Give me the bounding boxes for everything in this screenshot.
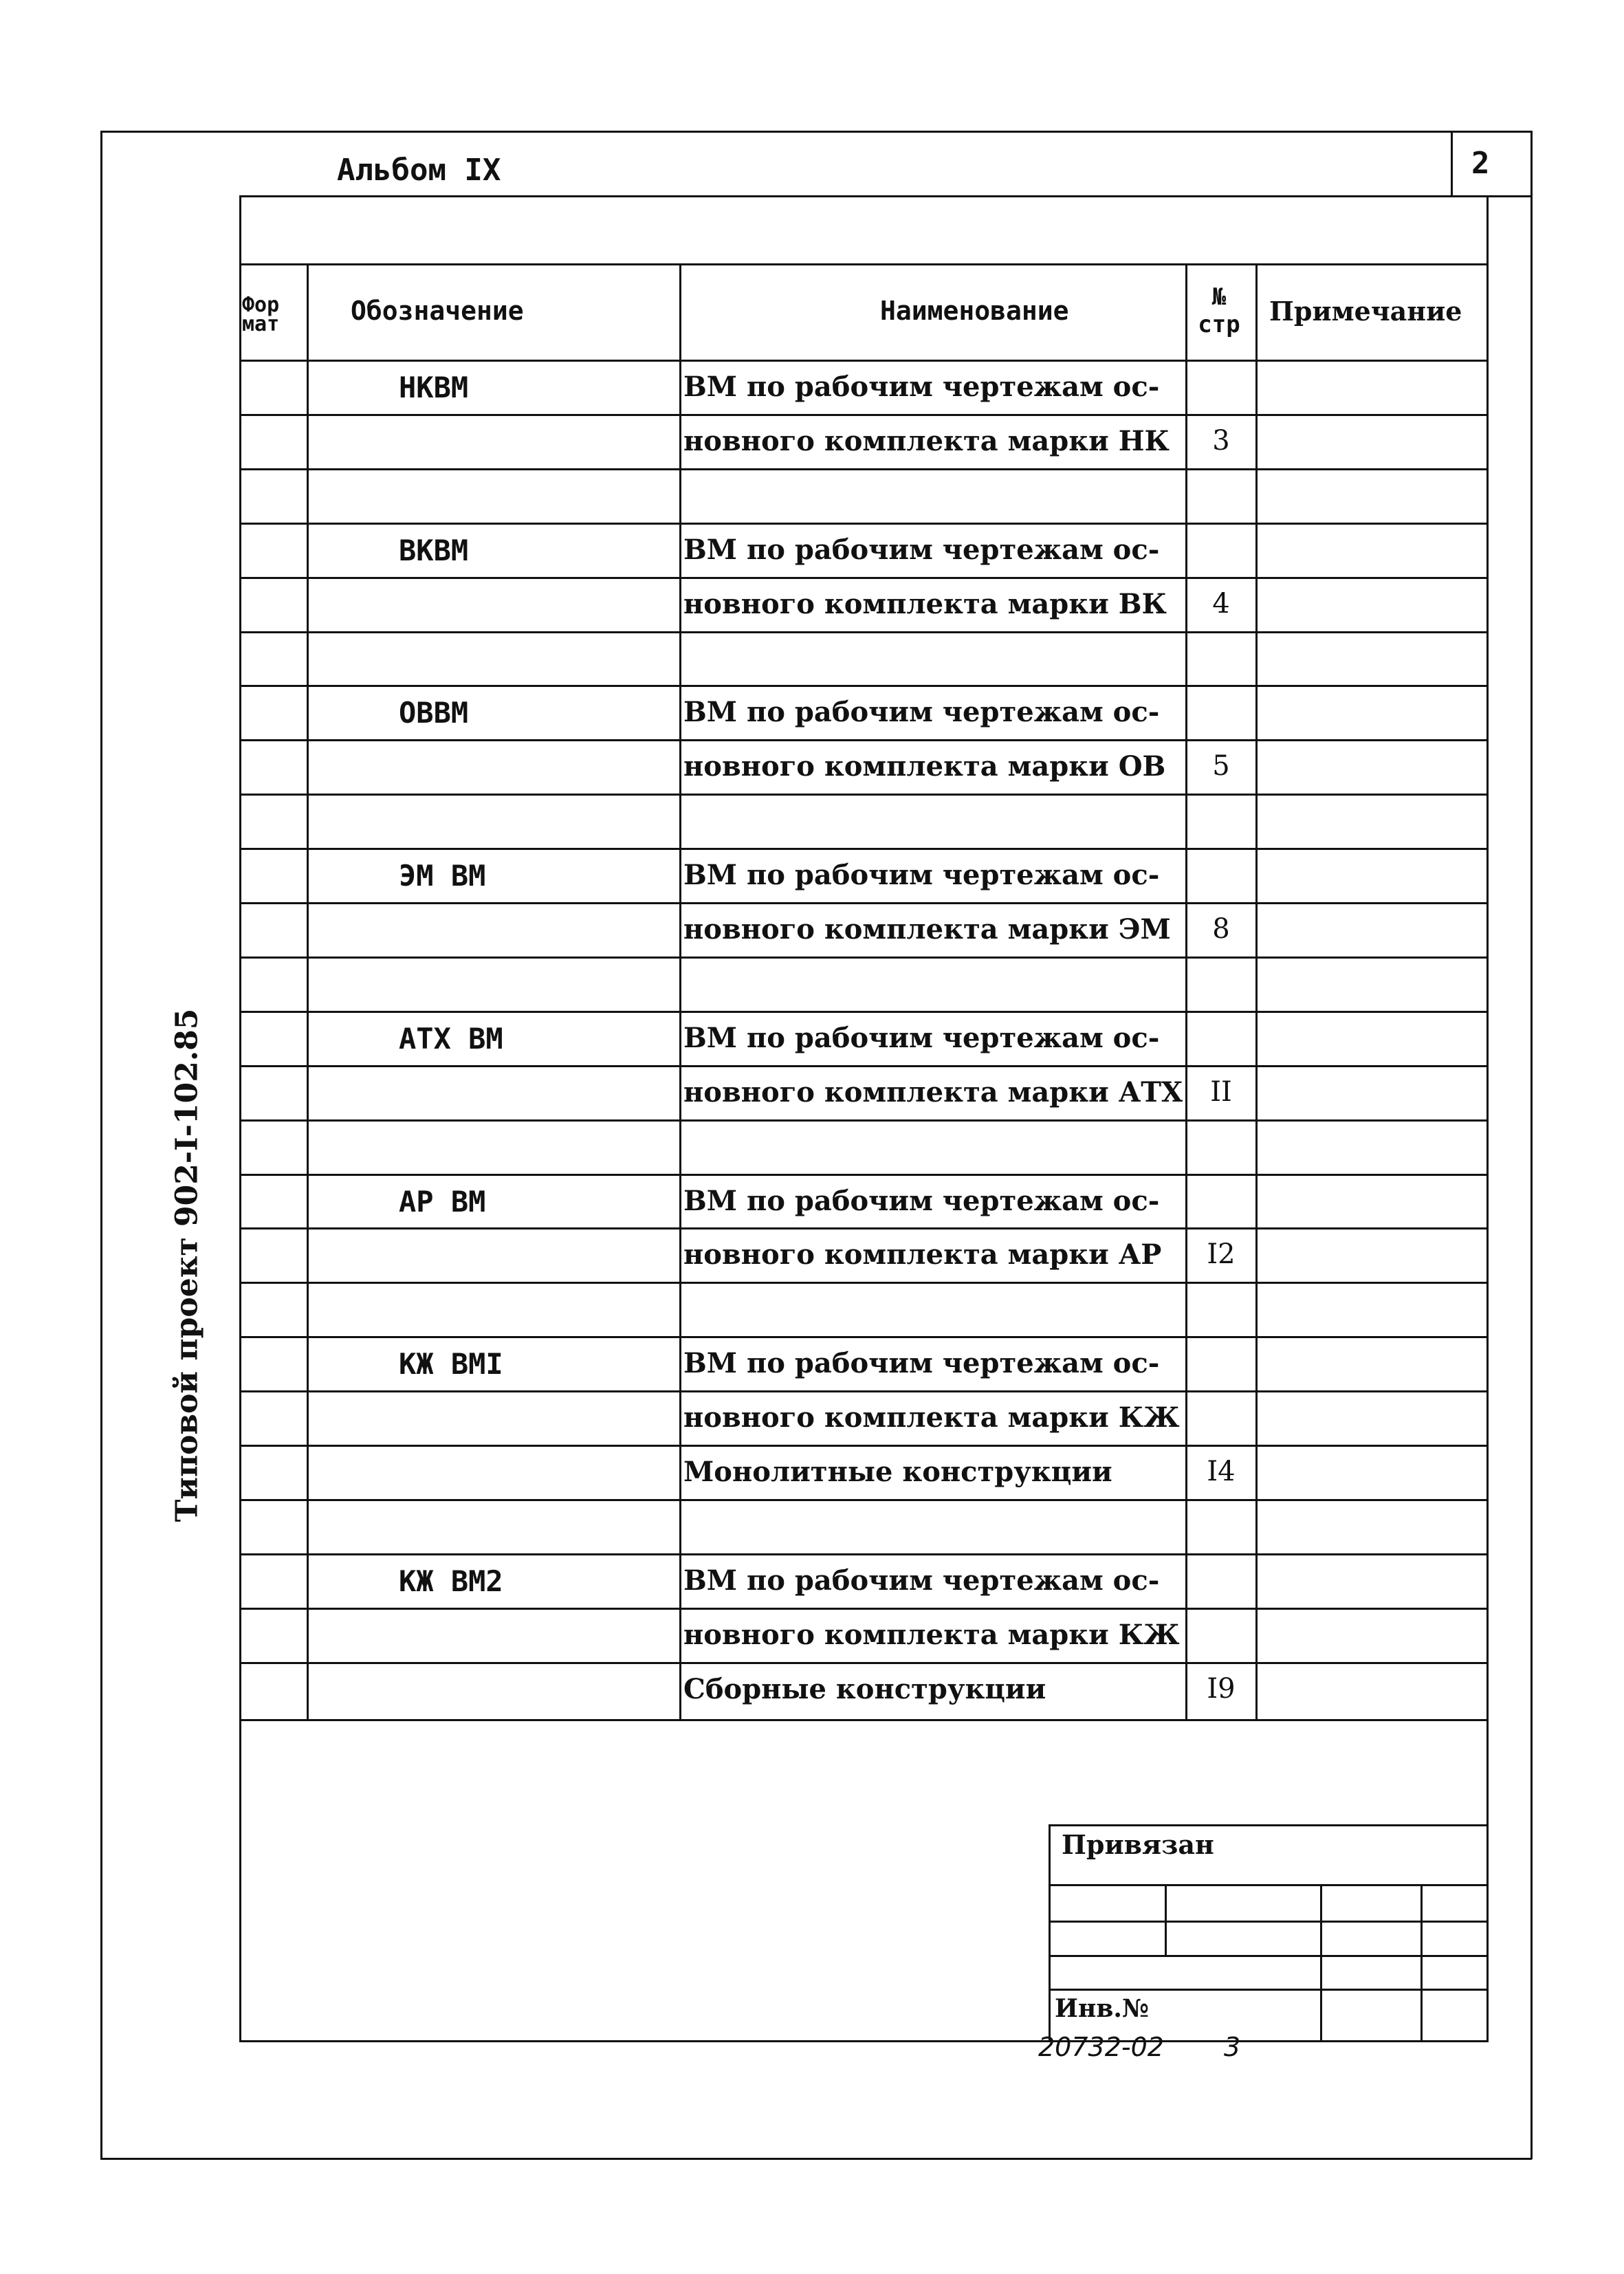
stamp-inv-label: Инв.№ (1055, 1994, 1150, 2023)
inner-frame-bottom (239, 2040, 1489, 2042)
stamp-row-2 (1049, 1921, 1489, 1923)
row-divider (239, 902, 1489, 904)
inner-frame-top (239, 195, 1489, 197)
row-name: Монолитные конструкции (683, 1456, 1112, 1488)
row-designation: ВКВМ (399, 534, 469, 567)
stamp-col-3 (1420, 1884, 1423, 2041)
outer-frame-bottom (100, 2158, 1532, 2160)
row-divider (239, 468, 1489, 470)
table-header-bottom (239, 360, 1489, 362)
row-designation: КЖ ВМI (399, 1347, 503, 1381)
header-note: Примечание (1269, 296, 1462, 327)
album-title: Альбом IX (337, 153, 501, 188)
row-name: новного комплекта марки АТХ (683, 1076, 1183, 1108)
row-divider (239, 1445, 1489, 1447)
row-name: ВМ по рабочим чертежам ос- (683, 1564, 1160, 1597)
inner-frame-left (239, 195, 241, 2042)
row-name: ВМ по рабочим чертежам ос- (683, 534, 1160, 566)
row-page: II (1210, 1076, 1232, 1108)
header-designation: Обозначение (351, 296, 524, 326)
row-divider (239, 1336, 1489, 1338)
stamp-inv-number: 20732-02 (1038, 2032, 1164, 2062)
row-name: ВМ по рабочим чертежам ос- (683, 1185, 1160, 1217)
stamp-col-2 (1320, 1884, 1322, 2041)
row-designation: НКВМ (399, 371, 469, 404)
stamp-row-1 (1049, 1884, 1489, 1886)
col-sep-format (307, 263, 309, 1720)
header-format: Фор мат (242, 293, 280, 336)
row-divider (239, 685, 1489, 687)
row-name: новного комплекта марки ВК (683, 588, 1167, 620)
row-divider (239, 1608, 1489, 1610)
stamp-top (1049, 1824, 1489, 1826)
row-divider (239, 1282, 1489, 1284)
row-page: 3 (1212, 425, 1230, 457)
col-sep-name (1185, 263, 1187, 1720)
row-designation: ОВВМ (399, 696, 469, 730)
row-page: 4 (1212, 588, 1230, 620)
row-name: новного комплекта марки КЖ (683, 1401, 1180, 1434)
row-divider (239, 1119, 1489, 1122)
row-name: Сборные конструкции (683, 1673, 1046, 1705)
row-divider (239, 414, 1489, 416)
stamp-inv-suffix: 3 (1224, 2032, 1241, 2062)
row-name: новного комплекта марки АР (683, 1238, 1162, 1271)
row-page: I9 (1207, 1673, 1236, 1705)
row-divider (239, 848, 1489, 850)
table-bottom (239, 1719, 1489, 1721)
row-divider (239, 631, 1489, 633)
stamp-left (1049, 1824, 1051, 2042)
sheet-box-left (1451, 131, 1453, 197)
row-name: ВМ по рабочим чертежам ос- (683, 1347, 1160, 1379)
row-designation: КЖ ВМ2 (399, 1564, 503, 1598)
col-sep-page (1255, 263, 1258, 1720)
row-page: I4 (1207, 1456, 1236, 1487)
header-page: № стр (1198, 283, 1240, 338)
row-name: ВМ по рабочим чертежам ос- (683, 1022, 1160, 1054)
row-divider (239, 577, 1489, 579)
row-divider (239, 1011, 1489, 1013)
row-designation: АР ВМ (399, 1185, 486, 1218)
row-divider (239, 739, 1489, 741)
row-page: 8 (1212, 913, 1230, 945)
row-divider (239, 1227, 1489, 1229)
inner-frame-right (1486, 195, 1489, 2042)
row-name: ВМ по рабочим чертежам ос- (683, 696, 1160, 728)
row-divider (239, 1174, 1489, 1176)
row-name: новного комплекта марки НК (683, 425, 1170, 457)
row-name: ВМ по рабочим чертежам ос- (683, 371, 1160, 403)
row-divider (239, 1662, 1489, 1664)
row-divider (239, 1499, 1489, 1501)
row-page: I2 (1207, 1238, 1236, 1270)
table-header-top (239, 263, 1489, 265)
row-divider (239, 1390, 1489, 1392)
row-name: ВМ по рабочим чертежам ос- (683, 859, 1160, 891)
row-page: 5 (1212, 750, 1230, 782)
side-project-label: Типовой проект 902-I-102.85 (169, 1008, 205, 1522)
row-divider (239, 523, 1489, 525)
row-divider (239, 1553, 1489, 1555)
outer-frame-right (1530, 131, 1533, 2159)
row-divider (239, 794, 1489, 796)
row-designation: ЭМ ВМ (399, 859, 486, 893)
row-divider (239, 1065, 1489, 1067)
row-name: новного комплекта марки ЭМ (683, 913, 1171, 945)
header-name: Наименование (880, 296, 1069, 326)
sheet-number: 2 (1471, 146, 1490, 181)
outer-frame-top (100, 131, 1532, 133)
row-designation: АТХ ВМ (399, 1022, 503, 1056)
row-name: новного комплекта марки КЖ (683, 1619, 1180, 1651)
row-name: новного комплекта марки ОВ (683, 750, 1166, 783)
outer-frame-left (100, 131, 102, 2159)
stamp-title: Привязан (1062, 1829, 1214, 1860)
stamp-col-1 (1165, 1884, 1167, 1957)
col-sep-designation (679, 263, 681, 1720)
stamp-row-3 (1049, 1955, 1489, 1957)
row-divider (239, 956, 1489, 959)
stamp-row-4 (1049, 1989, 1489, 1991)
